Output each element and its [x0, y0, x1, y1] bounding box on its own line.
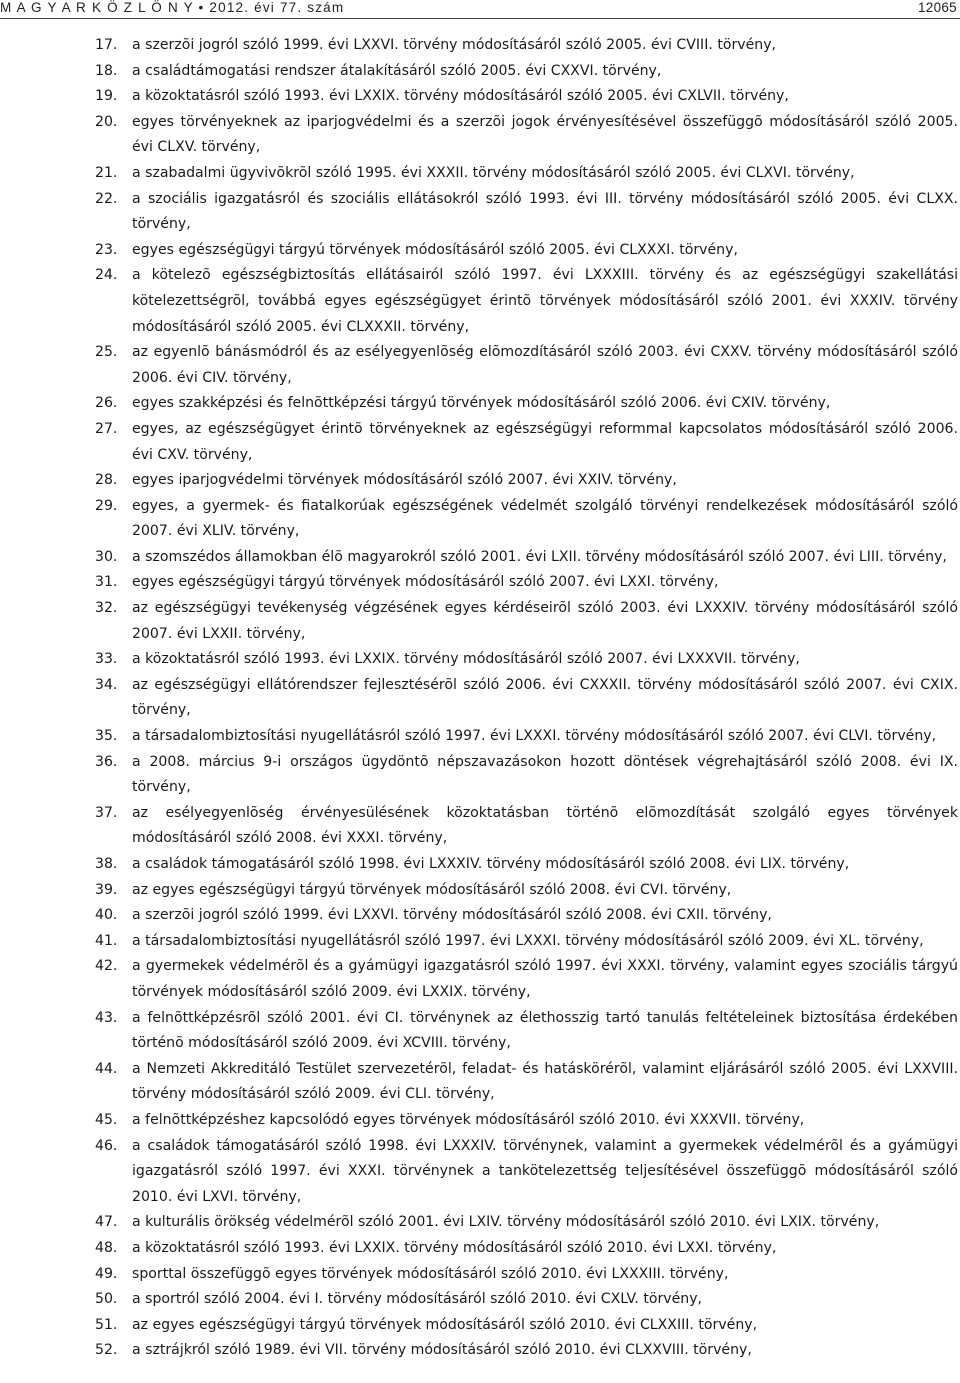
- header-rule: [0, 18, 960, 19]
- list-item: [0, 161, 960, 187]
- item-text: a gyermekek védelmérõl és a gyámügyi igazgatásról szóló 1997. évi XXXI. törvény, valamint egyes szociális tárgyú törvények módosításáról szóló 2009. évi LXXIX. törvény,: [132, 958, 958, 1000]
- item-number: 45.: [95, 1111, 118, 1128]
- item-text: az egészségügyi tevékenység végzésének egyes kérdéseirõl szóló 2003. évi LXXXIV. törvény módosításáról szóló 2007. évi LXXII. törvény,: [132, 600, 958, 642]
- list-item: [0, 33, 960, 59]
- item-text: a családtámogatási rendszer átalakításáról szóló 2005. évi CXXVI. törvény,: [132, 62, 662, 79]
- list-item: [0, 238, 960, 264]
- item-text: a társadalombiztosítási nyugellátásról szóló 1997. évi LXXXI. törvény módosításáról szóló 2009. évi XL. törvény,: [132, 932, 924, 949]
- item-number: 19.: [95, 88, 118, 105]
- list-item: [0, 954, 960, 1005]
- list-item: [0, 417, 960, 468]
- list-item: [0, 1057, 960, 1108]
- item-number: 34.: [95, 676, 118, 693]
- item-text: egyes, a gyermek- és fiatalkorúak egészségének védelmét szolgáló törvényi rendelkezések módosításáról szóló 2007. évi XLIV. törvény,: [132, 497, 958, 540]
- item-text: az egyenlõ bánásmódról és az esélyegyenlõség elõmozdításáról szóló 2003. évi CXXV. törvény módosításáról szóló 2006. évi CIV. törvény,: [132, 344, 958, 386]
- item-number: 52.: [95, 1342, 118, 1359]
- list-item: [0, 1210, 960, 1236]
- item-text: a közoktatásról szóló 1993. évi LXXIX. törvény módosításáról szóló 2010. évi LXXI. törvény,: [132, 1239, 777, 1256]
- item-number: 26.: [95, 395, 118, 412]
- list-item: [0, 1236, 960, 1262]
- list-item: [0, 1006, 960, 1057]
- item-number: 21.: [95, 164, 118, 181]
- item-text: a 2008. március 9-i országos ügydöntõ népszavazásokon hozott döntések végrehajtásáról szóló 2008. évi IX. törvény,: [132, 753, 958, 796]
- item-text: egyes szakképzési és felnõttképzési tárgyú törvények módosításáról szóló 2006. évi CXIV. törvény,: [132, 395, 831, 412]
- item-text: a családok támogatásáról szóló 1998. évi LXXXIV. törvénynek, valamint a gyermekek védelmérõl és a gyámügyi igazgatásról szóló 1997. évi XXXI. törvénynek a tankötelezettség teljesítésével összefüggõ módosításáról szóló 2010. évi LXVI. törvény,: [132, 1137, 958, 1205]
- list-item: [0, 1313, 960, 1339]
- item-number: 44.: [95, 1060, 118, 1077]
- item-text: a szerzõi jogról szóló 1999. évi LXXVI. törvény módosításáról szóló 2005. évi CVIII. törvény,: [132, 37, 777, 53]
- item-text: a szomszédos államokban élõ magyarokról szóló 2001. évi LXII. törvény módosításáról szóló 2007. évi LIII. törvény,: [132, 548, 947, 565]
- item-number: 50.: [95, 1291, 118, 1308]
- running-title: M A G Y A R K Ö Z L Ö N Y • 2012. évi 77. szám: [0, 0, 345, 15]
- item-number: 40.: [95, 907, 118, 924]
- item-number: 28.: [95, 472, 118, 489]
- list-item: [0, 1338, 960, 1364]
- list-item: [0, 570, 960, 596]
- list-item: [0, 596, 960, 647]
- list-item: [0, 84, 960, 110]
- list-item: [0, 59, 960, 85]
- item-text: az egészségügyi ellátórendszer fejlesztésérõl szóló 2006. évi CXXXII. törvény módosításáról szóló 2007. évi CXIX. törvény,: [132, 676, 958, 719]
- list-item: [0, 903, 960, 929]
- list-item: [0, 647, 960, 673]
- item-text: a felnõttképzéshez kapcsolódó egyes törvények módosításáról szóló 2010. évi XXXVII. törvény,: [132, 1111, 805, 1128]
- item-text: a családok támogatásáról szóló 1998. évi LXXXIV. törvény módosításáról szóló 2008. évi LIX. törvény,: [132, 856, 850, 872]
- item-text: a közoktatásról szóló 1993. évi LXXIX. törvény módosításáról szóló 2005. évi CXLVII. törvény,: [132, 88, 789, 105]
- item-number: 48.: [95, 1239, 118, 1256]
- item-number: 20.: [95, 113, 118, 130]
- item-number: 43.: [95, 1009, 118, 1026]
- list-item: [0, 801, 960, 852]
- item-number: 36.: [95, 753, 118, 770]
- item-number: 33.: [95, 651, 118, 668]
- item-number: 39.: [95, 881, 118, 898]
- list-item: [0, 724, 960, 750]
- item-text: a szociális igazgatásról és szociális ellátásokról szóló 1993. évi III. törvény módosításáról szóló 2005. évi CLXX. törvény,: [132, 190, 958, 233]
- item-number: 41.: [95, 932, 118, 949]
- item-number: 30.: [95, 548, 118, 565]
- item-text: egyes iparjogvédelmi törvények módosításáról szóló 2007. évi XXIV. törvény,: [132, 472, 677, 489]
- list-item: [0, 1287, 960, 1313]
- list-item: [0, 929, 960, 955]
- item-number: 31.: [95, 574, 118, 591]
- item-text: egyes törvényeknek az iparjogvédelmi és a szerzõi jogok érvényesítésével összefüggõ módosításáról szóló 2005. évi CLXV. törvény,: [132, 113, 958, 156]
- item-number: 24.: [95, 267, 118, 284]
- item-number: 25.: [95, 344, 118, 361]
- list-item: [0, 852, 960, 878]
- item-text: egyes egészségügyi tárgyú törvények módosításáról szóló 2007. évi LXXI. törvény,: [132, 574, 719, 591]
- list-item: [0, 494, 960, 545]
- list-item: [0, 391, 960, 417]
- list-item: [0, 545, 960, 571]
- item-text: a sztrájkról szóló 1989. évi VII. törvény módosításáról szóló 2010. évi CLXXVIII. törvény,: [132, 1342, 752, 1359]
- item-text: az egyes egészségügyi tárgyú törvények módosításáról szóló 2010. évi CLXXIII. törvény,: [132, 1316, 758, 1333]
- running-header: [0, 0, 960, 18]
- item-number: 38.: [95, 856, 118, 872]
- item-text: a felnõttképzésrõl szóló 2001. évi CI. törvénynek az élethosszig tartó tanulás feltételeinek biztosítása érdekében történõ módosításáról szóló 2009. évi XCVIII. törvény,: [132, 1009, 958, 1052]
- item-number: 42.: [95, 958, 118, 975]
- item-number: 27.: [95, 420, 118, 437]
- item-number: 32.: [95, 600, 118, 617]
- item-text: a kötelezõ egészségbiztosítás ellátásairól szóló 1997. évi LXXXIII. törvény és az egészségügyi szakellátási kötelezettségrõl, továbbá egyes egészségügyet érintõ törvények módosításáról szóló 2001. évi XXXIV. törvény módosításáról szóló 2005. évi CLXXXII. törvény,: [132, 267, 958, 335]
- list-item: [0, 750, 960, 801]
- item-text: a szabadalmi ügyvivõkrõl szóló 1995. évi XXXII. törvény módosításáról szóló 2005. évi CLXVI. törvény,: [132, 164, 855, 181]
- list-item: [0, 673, 960, 724]
- item-number: 37.: [95, 804, 118, 821]
- item-number: 23.: [95, 241, 118, 258]
- list-item: [0, 110, 960, 161]
- item-number: 35.: [95, 728, 118, 745]
- item-number: 46.: [95, 1137, 118, 1154]
- list-item: [0, 1134, 960, 1211]
- item-number: 22.: [95, 190, 118, 207]
- item-text: egyes egészségügyi tárgyú törvények módosításáról szóló 2005. évi CLXXXI. törvény,: [132, 241, 738, 258]
- item-text: a kulturális örökség védelmérõl szóló 2001. évi LXIV. törvény módosításáról szóló 2010. évi LXIX. törvény,: [132, 1214, 880, 1231]
- list-item: [0, 468, 960, 494]
- item-text: a sportról szóló 2004. évi I. törvény módosításáról szóló 2010. évi CXLV. törvény,: [132, 1291, 703, 1308]
- item-text: egyes, az egészségügyet érintõ törvényeknek az egészségügyi reformmal kapcsolatos módosításáról szóló 2006. évi CXV. törvény,: [132, 420, 958, 463]
- list-item: [0, 187, 960, 238]
- list-item: [0, 263, 960, 340]
- item-text: a szerzõi jogról szóló 1999. évi LXXVI. törvény módosításáról szóló 2008. évi CXII. törvény,: [132, 907, 772, 924]
- item-text: a Nemzeti Akkreditáló Testület szervezetérõl, feladat- és hatáskörérõl, valamint eljárásáról szóló 2005. évi LXXVIII. törvény módosításáról szóló 2009. évi CLI. törvény,: [132, 1060, 958, 1103]
- list-item: [0, 878, 960, 904]
- page-number: 12065: [917, 0, 957, 15]
- item-number: 18.: [95, 62, 118, 79]
- item-number: 17.: [95, 37, 118, 53]
- item-text: sporttal összefüggõ egyes törvények módosításáról szóló 2010. évi LXXXIII. törvény,: [132, 1265, 729, 1282]
- list-item: [0, 1262, 960, 1288]
- item-text: a társadalombiztosítási nyugellátásról szóló 1997. évi LXXXI. törvény módosításáról szóló 2007. évi CLVI. törvény,: [132, 728, 937, 745]
- item-text: a közoktatásról szóló 1993. évi LXXIX. törvény módosításáról szóló 2007. évi LXXXVII. törvény,: [132, 651, 800, 668]
- list-item: [0, 1108, 960, 1134]
- item-number: 29.: [95, 497, 118, 514]
- item-number: 51.: [95, 1316, 118, 1333]
- list-item: [0, 340, 960, 391]
- item-text: az egyes egészségügyi tárgyú törvények módosításáról szóló 2008. évi CVI. törvény,: [132, 881, 732, 898]
- law-list: [0, 33, 960, 1364]
- item-number: 49.: [95, 1265, 118, 1282]
- item-text: az esélyegyenlõség érvényesülésének közoktatásban történõ elõmozdítását szolgáló egyes törvények módosításáról szóló 2008. évi XXXI. törvény,: [132, 804, 958, 847]
- item-number: 47.: [95, 1214, 118, 1231]
